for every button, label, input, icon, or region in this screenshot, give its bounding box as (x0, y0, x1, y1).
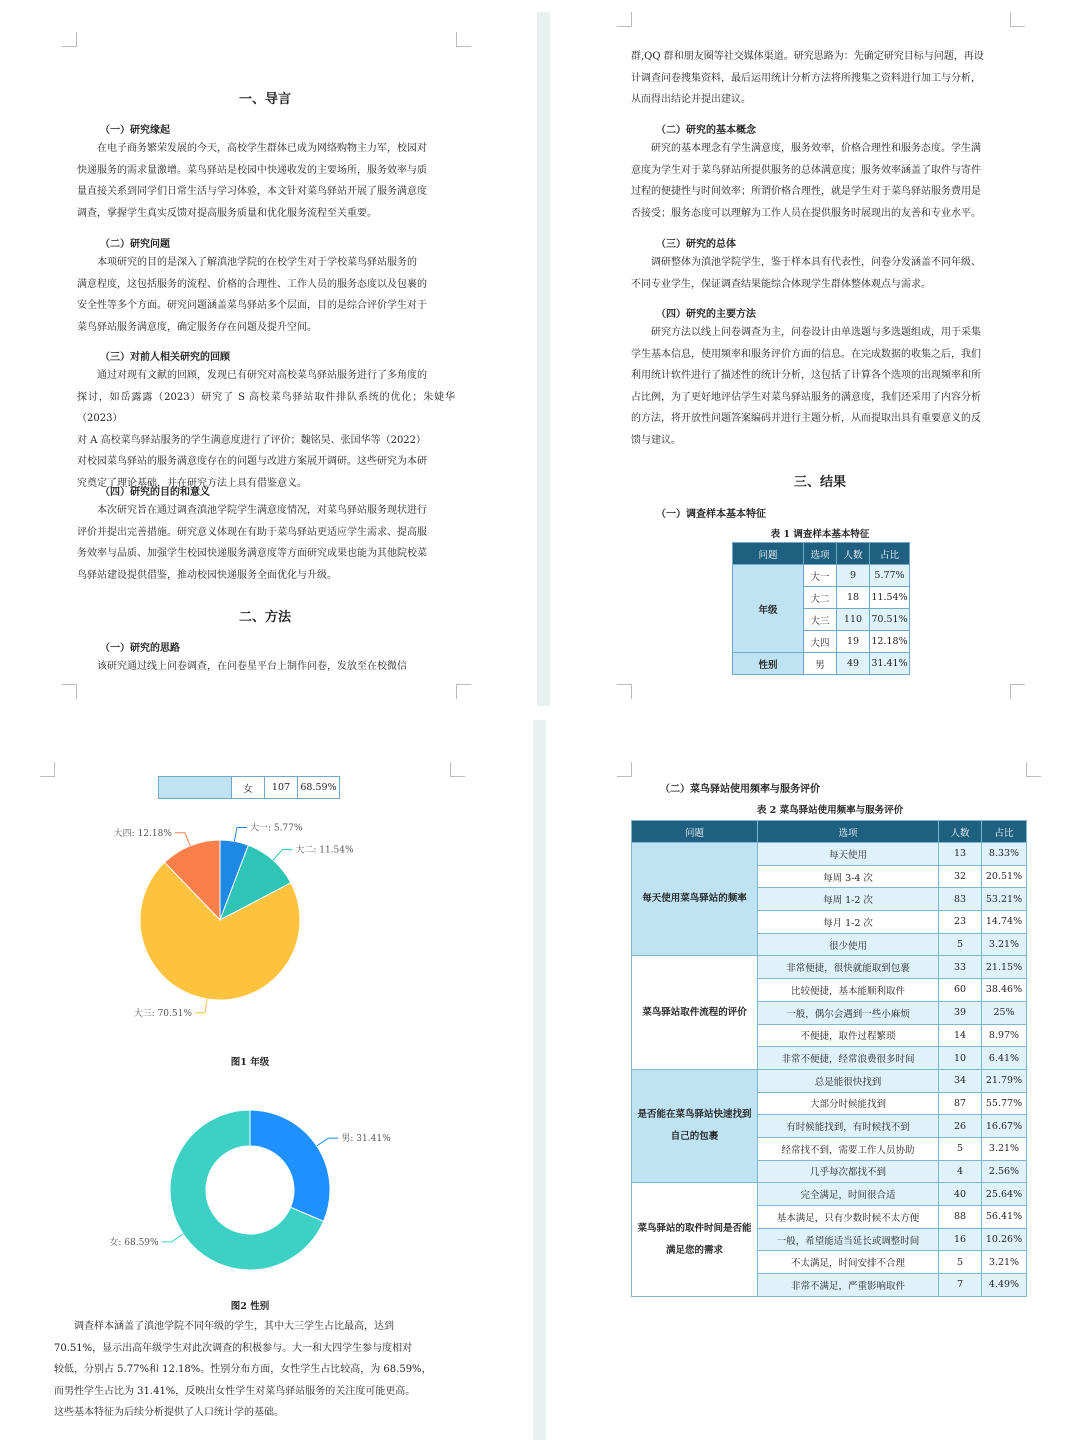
table2-cell-pct: 55.77% (982, 1092, 1027, 1115)
table2-question: 菜鸟驿站的取件时间是否能满足您的需求 (632, 1183, 758, 1296)
figure1-caption: 图1 年级 (230, 1057, 270, 1068)
table2-cell-pct: 3.21% (982, 1137, 1027, 1160)
table1-header: 选项 (804, 543, 837, 565)
table2-cell-count: 34 (939, 1069, 982, 1092)
table-cell: 107 (265, 777, 298, 799)
table-cell: 19 (837, 631, 870, 653)
subheading-methods: （四）研究的主要方法 (656, 309, 756, 320)
page-corner-mark (1026, 762, 1041, 777)
table2-cell-option: 一般，希望能适当延长或调整时间 (758, 1228, 939, 1251)
table2-cell-count: 4 (939, 1160, 982, 1183)
table1-group-grade: 年级 (733, 565, 804, 653)
table-cell (159, 777, 232, 799)
table2-cell-option: 很少使用 (758, 933, 939, 956)
table-cell: 男 (804, 653, 837, 675)
subheading-origin: （一）研究缘起 (100, 125, 170, 136)
table2-header: 选项 (758, 821, 939, 843)
table-sample-characteristics (732, 542, 910, 675)
table2-cell-count: 32 (939, 865, 982, 888)
table1-caption: 表 1 调查样本基本特征 (770, 529, 870, 540)
table2-caption: 表 2 菜鸟驿站使用频率与服务评价 (756, 805, 904, 816)
table2-cell-pct: 25% (982, 1001, 1027, 1024)
page-corner-mark (617, 762, 632, 777)
paragraph-origin: 在电子商务繁荣发展的今天，高校学生群体已成为网络购物主力军，校园对 快递服务的需求量激增。菜鸟驿站是校园中快递收发的主要场所，服务效率与质 量直接关系到同学们日常生活与学习体验，本文针对菜鸟驿站开展了服务满意度 调查，掌握学生真实反馈对提高服务质量和优化服务流程至关重要。 (77, 143, 427, 219)
subheading-sample: （一）调查样本基本特征 (656, 509, 766, 520)
table-cell: 11.54% (870, 587, 910, 609)
table2-cell-count: 60 (939, 979, 982, 1002)
table2-cell-option: 不太满足，时间安排不合理 (758, 1251, 939, 1274)
table2-cell-pct: 53.21% (982, 888, 1027, 911)
table2-cell-pct: 8.33% (982, 843, 1027, 866)
grade-leader-line (234, 828, 247, 842)
table2-cell-pct: 3.21% (982, 1251, 1027, 1274)
paragraph-approach: 该研究通过线上问卷调查，在问卷星平台上制作问卷，发放至在校微信 (97, 661, 407, 672)
table-cell: 70.51% (870, 609, 910, 631)
subheading-purpose: （四）研究的目的和意义 (100, 487, 210, 498)
table2-cell-pct: 16.67% (982, 1115, 1027, 1138)
section-title-intro: 一、导言 (238, 92, 291, 107)
page-gap-vertical-top (537, 12, 550, 706)
table2-cell-count: 5 (939, 1251, 982, 1274)
table2-cell-option: 非常便捷，很快就能取到包裹 (758, 956, 939, 979)
table1-header: 问题 (733, 543, 804, 565)
grade-data-label: 大四: 12.18% (113, 828, 172, 839)
table2-cell-pct: 38.46% (982, 979, 1027, 1002)
gender-leader-line (317, 1138, 339, 1146)
table2-cell-option: 每天使用 (758, 843, 939, 866)
table2-cell-count: 7 (939, 1274, 982, 1297)
table2-cell-pct: 56.41% (982, 1206, 1027, 1229)
table2-question: 菜鸟驿站取件流程的评价 (632, 956, 758, 1069)
table2-cell-option: 大部分时候能找到 (758, 1092, 939, 1115)
table-cell: 12.18% (870, 631, 910, 653)
gender-data-label: 女: 68.59% (109, 1237, 159, 1248)
table-cell: 18 (837, 587, 870, 609)
page-corner-mark (450, 762, 465, 777)
table2-cell-pct: 8.97% (982, 1024, 1027, 1047)
paragraph-sample-summary: 调查样本涵盖了滇池学院不同年级的学生，其中大三学生占比最高，达到 70.51%，显示出高年级学生对此次调查的积极参与。大一和大四学生参与度相对 较低，分别占 5.77%和 12.18%。性别分布方面，女性学生占比较高，为 68.59%， 而男性学生占比为 31.41%，反映出女性学生对菜鸟驿站服务的关注度可能更高。 这些基本特征为后续分析提供了人口统计学的基础。 (54, 1321, 432, 1418)
table-cell: 大一 (804, 565, 837, 587)
table-sample-continued (158, 776, 340, 799)
table1-header: 人数 (837, 543, 870, 565)
table2-cell-option: 完全满足，时间很合适 (758, 1183, 939, 1206)
subheading-population: （三）研究的总体 (656, 239, 736, 250)
pie-chart-grade (60, 805, 460, 1050)
page-corner-mark (617, 12, 632, 27)
table2-cell-pct: 10.26% (982, 1228, 1027, 1251)
table-cell: 大二 (804, 587, 837, 609)
table2-cell-option: 非常不满足，严重影响取件 (758, 1274, 939, 1297)
paragraph-question: 本项研究的目的是深入了解滇池学院的在校学生对于学校菜鸟驿站服务的 满意程度，这包括服务的流程、价格的合理性、工作人员的服务态度以及包裹的 安全性等多个方面。研究问题涵盖菜鸟驿站多个层面，目的是综合评价学生对于 菜鸟驿站服务满意度，确定服务存在问题及提升空间。 (77, 257, 427, 333)
table2-cell-count: 39 (939, 1001, 982, 1024)
table2-cell-count: 88 (939, 1206, 982, 1229)
table2-cell-option: 有时候能找到，有时候找不到 (758, 1115, 939, 1138)
figure2-caption: 图2 性别 (230, 1301, 270, 1312)
table2-cell-option: 非常不便捷，经常浪费很多时间 (758, 1047, 939, 1070)
page-gap-vertical-bottom (533, 720, 546, 1440)
page-corner-mark (62, 684, 77, 699)
table-cell: 68.59% (298, 777, 340, 799)
table2-header: 占比 (982, 821, 1027, 843)
paragraph-methods: 研究方法以线上问卷调查为主，问卷设计由单选题与多选题组成，用于采集 学生基本信息，使用频率和服务评价方面的信息。在完成数据的收集之后，我们 利用统计软件进行了描述性的统计分析，这包括了计算各个选项的出现频率和所 占比例，为了更好地评估学生对菜鸟驿站服务的满意度，我们还采用了内容分析 的方法，将开放性问题答案编码并进行主题分析，从而提取出具有重要意义的反 馈与建议。 (631, 327, 981, 446)
table2-cell-option: 基本满足，只有少数时候不太方便 (758, 1206, 939, 1229)
paragraph-concepts: 研究的基本理念有学生满意度，服务效率，价格合理性和服务态度。学生满 意度为学生对于菜鸟驿站所提供服务的总体满意度；服务效率涵盖了取件与寄件 过程的便捷性与时间效率；所谓价格合理性，就是学生对于菜鸟驿站服务费用是 否接受；服务态度可以理解为工作人员在提供服务时展现出的友善和专业水平。 (631, 143, 981, 219)
table2-cell-count: 16 (939, 1228, 982, 1251)
table-cell: 9 (837, 565, 870, 587)
table-cell: 5.77% (870, 565, 910, 587)
table2-cell-pct: 2.56% (982, 1160, 1027, 1183)
page-corner-mark (456, 684, 471, 699)
grade-leader-line (175, 833, 190, 846)
table2-cell-option: 总是能很快找到 (758, 1069, 939, 1092)
table2-cell-option: 每月 1-2 次 (758, 911, 939, 934)
table2-cell-option: 不便捷，取件过程繁琐 (758, 1024, 939, 1047)
paragraph-purpose: 本次研究旨在通过调查滇池学院学生满意度情况，对菜鸟驿站服务现状进行 评价并提出完善措施。研究意义体现在有助于菜鸟驿站更适应学生需求、提高服 务效率与品质、加强学生校园快递服务满意度等方面研究成果也能为其他院校菜 鸟驿站建设提供借鉴，推动校园快递服务全面优化与升级。 (77, 505, 427, 581)
page-corner-mark (40, 762, 55, 777)
section-title-method: 二、方法 (238, 610, 291, 625)
table2-question: 是否能在菜鸟驿站快速找到自己的包裹 (632, 1069, 758, 1182)
table1-header: 占比 (870, 543, 910, 565)
table2-cell-pct: 14.74% (982, 911, 1027, 934)
table2-cell-count: 23 (939, 911, 982, 934)
table2-cell-count: 87 (939, 1092, 982, 1115)
page-corner-mark (62, 32, 77, 47)
table2-cell-option: 每周 3-4 次 (758, 865, 939, 888)
table2-cell-count: 13 (939, 843, 982, 866)
table2-cell-pct: 20.51% (982, 865, 1027, 888)
table2-cell-count: 83 (939, 888, 982, 911)
table2-cell-pct: 4.49% (982, 1274, 1027, 1297)
subheading-concepts: （二）研究的基本概念 (656, 125, 756, 136)
subheading-review: （三）对前人相关研究的回顾 (100, 352, 230, 363)
table2-cell-option: 几乎每次都找不到 (758, 1160, 939, 1183)
table2-cell-count: 5 (939, 933, 982, 956)
subheading-question: （二）研究问题 (100, 239, 170, 250)
page-corner-mark (617, 684, 632, 699)
paragraph-population: 调研整体为滇池学院学生，鉴于样本具有代表性，问卷分发涵盖不同年级、 不同专业学生，保证调查结果能综合体现学生群体整体观点与需求。 (631, 257, 981, 290)
table2-cell-count: 26 (939, 1115, 982, 1138)
table2-cell-pct: 21.15% (982, 956, 1027, 979)
table-cell: 110 (837, 609, 870, 631)
table1-group-gender: 性别 (733, 653, 804, 675)
table2-header: 问题 (632, 821, 758, 843)
grade-data-label: 大三: 70.51% (133, 1008, 192, 1019)
table2-cell-option: 经常找不到，需要工作人员协助 (758, 1137, 939, 1160)
table2-cell-count: 5 (939, 1137, 982, 1160)
table2-cell-pct: 3.21% (982, 933, 1027, 956)
subheading-approach: （一）研究的思路 (100, 643, 180, 654)
table2-cell-pct: 21.79% (982, 1069, 1027, 1092)
grade-leader-line (273, 850, 292, 860)
table2-cell-count: 10 (939, 1047, 982, 1070)
table-cell: 49 (837, 653, 870, 675)
page-corner-mark (1010, 684, 1025, 699)
paragraph-review: 通过对现有文献的回顾，发现已有研究对高校菜鸟驿站服务进行了多角度的 探讨，如岳露露（2023）研究了 S 高校菜鸟驿站取件排队系统的优化；朱婕华（2023） 对 A 高校菜鸟驿站服务的学生满意度进行了评价；魏铭昊、张国华等（2022） 对校园菜鸟驿站的服务满意度存在的问题与改进方案展开调研。这些研究为本研 究奠定了理论基础，并在研究方法上具有借鉴意义。 (77, 370, 455, 489)
gender-slice (250, 1110, 330, 1221)
table-cell: 大四 (804, 631, 837, 653)
table2-cell-pct: 6.41% (982, 1047, 1027, 1070)
table2-cell-count: 33 (939, 956, 982, 979)
page-corner-mark (1010, 12, 1025, 27)
grade-data-label: 大二: 11.54% (295, 845, 354, 856)
grade-data-label: 大一: 5.77% (249, 823, 303, 834)
section-title-results: 三、结果 (793, 475, 846, 490)
grade-leader-line (195, 999, 207, 1013)
table-cell: 大三 (804, 609, 837, 631)
table2-cell-count: 14 (939, 1024, 982, 1047)
table2-cell-option: 一般，偶尔会遇到一些小麻烦 (758, 1001, 939, 1024)
page-gap-horizontal (0, 706, 1080, 720)
gender-leader-line (162, 1234, 184, 1242)
subheading-usage: （二）菜鸟驿站使用频率与服务评价 (660, 784, 820, 795)
table2-cell-option: 比较便捷，基本能顺利取件 (758, 979, 939, 1002)
table2-cell-pct: 25.64% (982, 1183, 1027, 1206)
paragraph-approach-cont: 群,QQ 群和朋友圈等社交媒体渠道。研究思路为：先确定研究目标与问题，再设 计调查问卷搜集资料，最后运用统计分析方法将所搜集之资料进行加工与分析， 从而得出结论并提出建议。 (631, 51, 984, 105)
table2-question: 每天使用菜鸟驿站的频率 (632, 843, 758, 956)
page-corner-mark (456, 32, 471, 47)
gender-data-label: 男: 31.41% (341, 1134, 391, 1145)
donut-chart-gender (60, 1095, 460, 1285)
table2-header: 人数 (939, 821, 982, 843)
table2-cell-count: 40 (939, 1183, 982, 1206)
table-cell: 女 (232, 777, 265, 799)
table-usage-evaluation (631, 820, 1027, 1297)
table2-cell-option: 每周 1-2 次 (758, 888, 939, 911)
table-cell: 31.41% (870, 653, 910, 675)
